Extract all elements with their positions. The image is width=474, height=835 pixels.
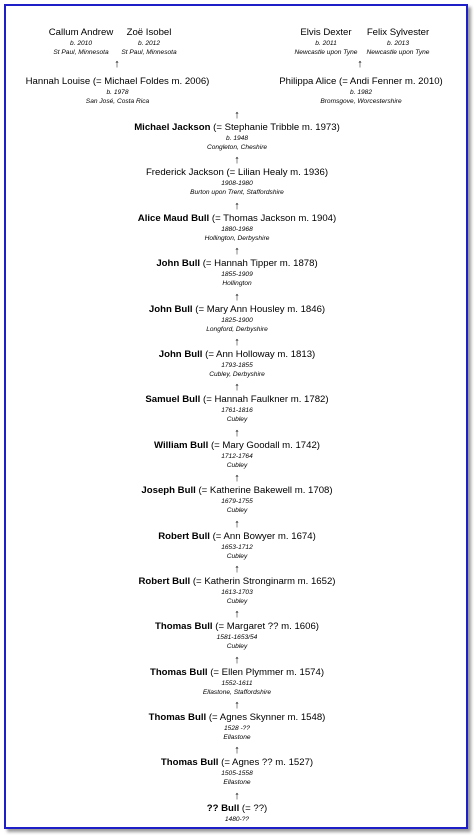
person-name: Thomas Bull bbox=[149, 666, 208, 678]
person-dates: 1908-1980 bbox=[221, 180, 253, 188]
person-name-line bbox=[0, 439, 474, 452]
person-name: John Bull bbox=[156, 258, 201, 270]
person-place: Cubley bbox=[226, 461, 248, 469]
person-name-line bbox=[0, 666, 474, 679]
up-arrow-icon: ↑ bbox=[114, 58, 120, 70]
person-dates: 1480-?? bbox=[224, 815, 250, 823]
person-spouse: (= Stephanie Tribble m. 1973) bbox=[213, 122, 340, 133]
person-spouse: (= Ellen Plymmer m. 1574) bbox=[210, 666, 325, 678]
person-spouse: (= Agnes Skynner m. 1548) bbox=[208, 712, 326, 724]
generation-entry bbox=[0, 473, 474, 517]
person-name: Philippa Alice bbox=[279, 76, 337, 87]
person-name: Thomas Bull bbox=[160, 757, 219, 769]
person-spouse: (= Hannah Tipper m. 1878) bbox=[202, 258, 318, 270]
person-name-line bbox=[0, 257, 474, 270]
up-arrow-icon: ↑ bbox=[234, 653, 240, 666]
person-name-line bbox=[0, 166, 474, 179]
person-spouse: (= Katherin Stronginarm m. 1652) bbox=[192, 575, 336, 587]
person-name: Robert Bull bbox=[158, 530, 210, 542]
person-place: Congleton, Cheshire bbox=[206, 144, 268, 151]
person-dates: 1653-1712 bbox=[221, 543, 253, 551]
person-name-line bbox=[0, 121, 474, 134]
person-dates: 1712-1764 bbox=[221, 452, 253, 460]
person-place: Cubley bbox=[226, 597, 248, 605]
person-spouse: (= Ann Holloway m. 1813) bbox=[205, 348, 316, 360]
person-dates: 1880-1968 bbox=[221, 225, 253, 233]
up-arrow-icon: ↑ bbox=[234, 744, 240, 757]
person-name-line bbox=[0, 303, 474, 316]
person-name: Thomas Bull bbox=[148, 712, 207, 724]
person-dates: 1505-1558 bbox=[221, 770, 253, 778]
person-name-line bbox=[0, 802, 474, 815]
person-place: Ellastone, Staffordshire bbox=[202, 688, 272, 696]
person-name: ?? Bull bbox=[206, 802, 240, 814]
up-arrow-icon: ↑ bbox=[234, 517, 240, 530]
person-place: Ellastone bbox=[223, 734, 251, 742]
person-zoe-isobel bbox=[116, 26, 182, 57]
generation-entry bbox=[0, 155, 474, 199]
person-spouse: (= Lilian Healy m. 1936) bbox=[226, 167, 329, 179]
person-name: Felix Sylvester bbox=[366, 27, 430, 38]
generation-entry bbox=[0, 519, 474, 563]
person-name: Robert Bull bbox=[138, 575, 191, 587]
person-place: Longford, Derbyshire bbox=[206, 325, 268, 333]
person-dates: 1679-1755 bbox=[221, 498, 253, 506]
generation-entry bbox=[0, 428, 474, 472]
generation-entry bbox=[0, 700, 474, 744]
person-name-line bbox=[0, 530, 474, 543]
person-born: b. 1978 bbox=[106, 89, 129, 96]
person-name-line bbox=[0, 348, 474, 361]
person-dates: 1581-1653/54 bbox=[216, 634, 258, 642]
person-name-line bbox=[256, 75, 466, 88]
generation-entry bbox=[0, 382, 474, 426]
person-spouse: (= Hannah Faulkner m. 1782) bbox=[203, 394, 329, 406]
up-arrow-icon: ↑ bbox=[357, 58, 363, 70]
person-born: b. 1982 bbox=[350, 89, 372, 96]
person-dates: 1793-1855 bbox=[221, 361, 253, 369]
person-name: Joseph Bull bbox=[141, 485, 196, 497]
person-born: b. 2013 bbox=[387, 40, 409, 47]
up-arrow-icon: ↑ bbox=[234, 789, 240, 802]
generation-entry bbox=[0, 337, 474, 381]
person-place: Cubley bbox=[226, 643, 248, 651]
person-born: b. 2010 bbox=[70, 40, 92, 47]
person-spouse: (= Mary Ann Housley m. 1846) bbox=[195, 303, 326, 315]
person-dates: 1855-1909 bbox=[221, 271, 253, 279]
person-place: Hollington, Derbyshire bbox=[204, 234, 270, 242]
person-place: Newcastle upon Tyne bbox=[294, 49, 358, 56]
up-arrow-icon: ↑ bbox=[234, 699, 240, 712]
up-arrow-icon: ↑ bbox=[234, 290, 240, 303]
generation-entry bbox=[0, 745, 474, 789]
person-name: William Bull bbox=[153, 439, 209, 451]
up-arrow-icon: ↑ bbox=[234, 245, 240, 258]
person-place: Ellastone bbox=[223, 779, 251, 787]
person-place: Newcastle upon Tyne bbox=[366, 49, 430, 56]
person-name: Michael Jackson bbox=[134, 122, 211, 133]
person-name-line bbox=[0, 756, 474, 769]
person-spouse: (= Thomas Jackson m. 1904) bbox=[211, 212, 337, 224]
person-dates: 1552-1611 bbox=[221, 679, 253, 687]
person-place: Cubley bbox=[226, 416, 248, 424]
up-arrow-icon: ↑ bbox=[234, 199, 240, 212]
generation-entry bbox=[0, 609, 474, 653]
person-name-line bbox=[0, 393, 474, 406]
person-dates: 1613-1703 bbox=[221, 588, 253, 596]
up-arrow-icon: ↑ bbox=[234, 154, 240, 167]
person-hannah-louise bbox=[10, 75, 225, 106]
up-arrow-icon: ↑ bbox=[234, 562, 240, 575]
person-elvis-dexter bbox=[286, 26, 366, 57]
person-place: Burton upon Trent, Staffordshire bbox=[190, 189, 284, 197]
generation-entry bbox=[0, 655, 474, 699]
person-place: Bromsgove, Worcestershire bbox=[320, 98, 402, 105]
generation-entry bbox=[0, 110, 474, 154]
generation-entry bbox=[0, 201, 474, 245]
person-felix-sylvester bbox=[358, 26, 438, 57]
person-name-line bbox=[0, 711, 474, 724]
generation-entry bbox=[0, 791, 474, 825]
person-name: Zoë Isobel bbox=[126, 27, 172, 38]
person-spouse: (= Ann Bowyer m. 1674) bbox=[212, 530, 316, 542]
person-dates: 1825-1900 bbox=[221, 316, 253, 324]
person-place: St Paul, Minnesota bbox=[53, 49, 109, 56]
person-name: Thomas Bull bbox=[155, 621, 213, 633]
person-place: Cubley, Derbyshire bbox=[209, 370, 265, 378]
person-philippa-alice bbox=[256, 75, 466, 106]
up-arrow-icon: ↑ bbox=[234, 472, 240, 485]
person-spouse: (= Katherine Bakewell m. 1708) bbox=[198, 485, 333, 497]
person-name: Elvis Dexter bbox=[300, 27, 352, 38]
person-name: John Bull bbox=[148, 303, 193, 315]
person-place: Cubley bbox=[226, 552, 248, 560]
person-name-line bbox=[10, 75, 225, 88]
person-dates: b. 1948 bbox=[226, 135, 248, 142]
person-name-line bbox=[0, 575, 474, 588]
person-born: b. 2011 bbox=[315, 40, 337, 47]
person-name: Samuel Bull bbox=[145, 394, 201, 406]
up-arrow-icon: ↑ bbox=[234, 608, 240, 621]
person-spouse: (= ??) bbox=[241, 802, 268, 814]
person-name-line bbox=[0, 484, 474, 497]
person-place: St Paul, Minnesota bbox=[121, 49, 177, 56]
up-arrow-icon: ↑ bbox=[234, 426, 240, 439]
person-name: John Bull bbox=[158, 348, 203, 360]
person-name: Frederick Jackson bbox=[145, 167, 224, 179]
person-dates: 1528 -?? bbox=[223, 725, 251, 733]
up-arrow-icon: ↑ bbox=[234, 109, 240, 121]
ancestry-chain bbox=[0, 109, 474, 825]
person-name: Hannah Louise bbox=[25, 76, 91, 87]
person-place: Cubley bbox=[226, 507, 248, 515]
person-spouse: (= Michael Foldes m. 2006) bbox=[92, 76, 210, 87]
person-born: b. 2012 bbox=[138, 40, 160, 47]
person-spouse: (= Andi Fenner m. 2010) bbox=[339, 76, 443, 87]
up-arrow-icon: ↑ bbox=[234, 381, 240, 394]
person-name: Alice Maud Bull bbox=[137, 212, 210, 224]
person-spouse: (= Margaret ?? m. 1606) bbox=[215, 621, 319, 633]
person-spouse: (= Mary Goodall m. 1742) bbox=[210, 439, 320, 451]
up-arrow-icon: ↑ bbox=[234, 335, 240, 348]
person-place: Hollington bbox=[222, 280, 252, 288]
generation-entry bbox=[0, 246, 474, 290]
person-dates: 1761-1816 bbox=[221, 407, 253, 415]
person-spouse: (= Agnes ?? m. 1527) bbox=[221, 757, 314, 769]
person-callum-andrew bbox=[46, 26, 116, 57]
person-name: Callum Andrew bbox=[48, 27, 114, 38]
generation-entry bbox=[0, 292, 474, 336]
generation-entry bbox=[0, 564, 474, 608]
person-place: San José, Costa Rica bbox=[85, 98, 150, 105]
person-name-line bbox=[0, 212, 474, 225]
person-name-line bbox=[0, 620, 474, 633]
